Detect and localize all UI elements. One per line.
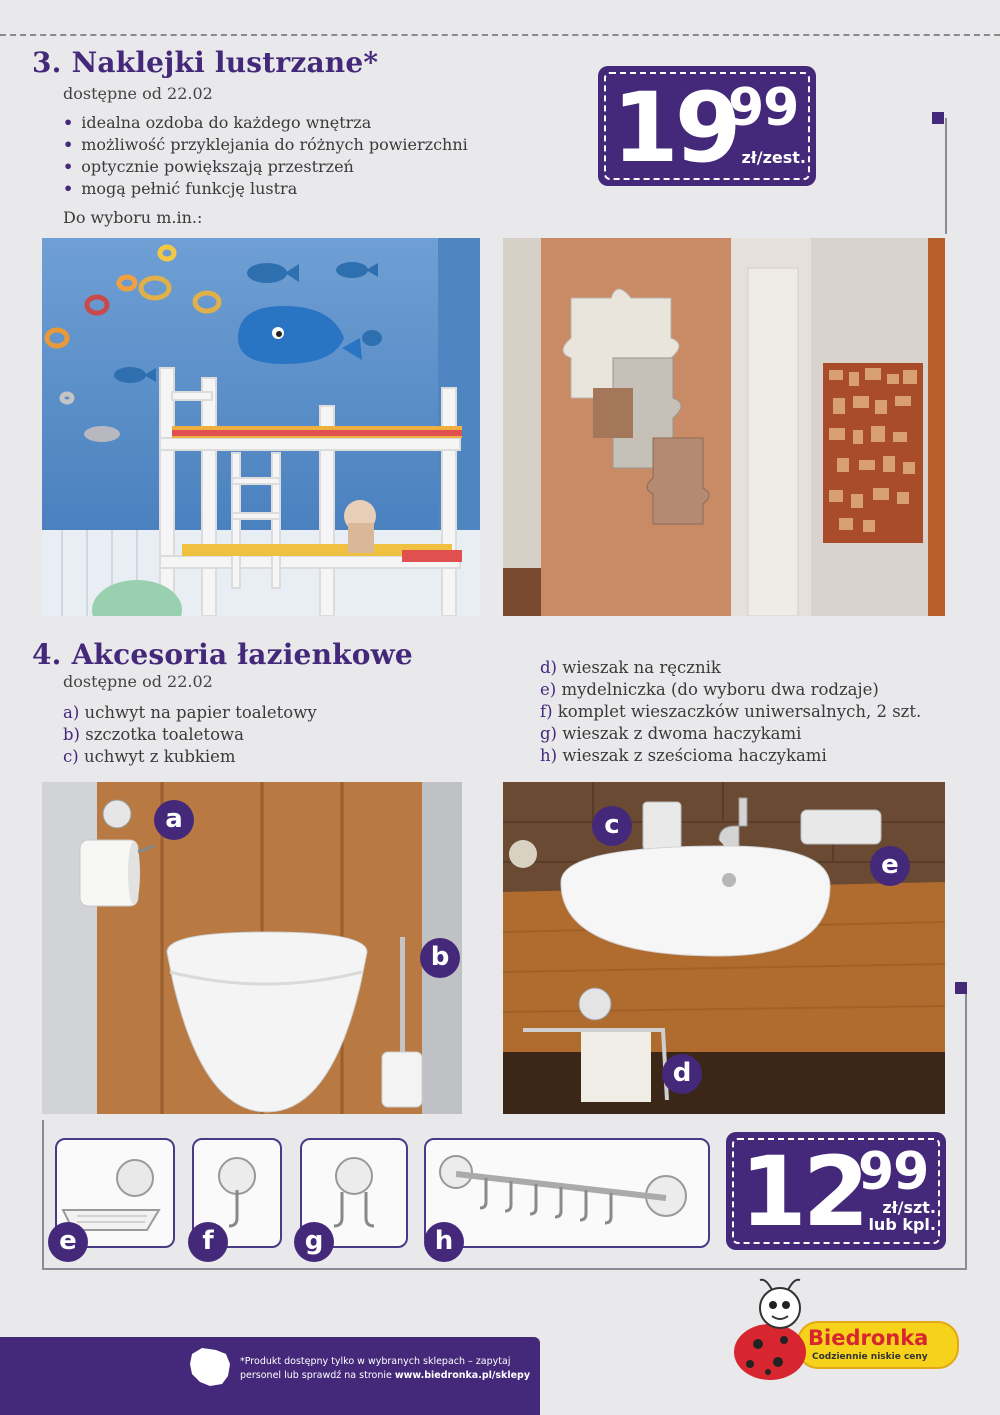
section4-number: 4.	[32, 638, 62, 671]
item-text: uchwyt na papier toaletowy	[84, 703, 317, 722]
price-whole: 12	[740, 1136, 866, 1248]
list-item	[540, 679, 921, 701]
thumb-rail-h	[424, 1138, 710, 1248]
logo-brand: Biedronka	[808, 1326, 929, 1350]
frame-line	[965, 985, 967, 1270]
item-letter: g)	[540, 724, 557, 743]
price-fraction: 99	[858, 1142, 929, 1202]
item-text: wieszak z sześcioma haczykami	[562, 746, 827, 765]
section3-heading: Naklejki lustrzane*	[71, 46, 379, 79]
thumb-badge-g: g	[294, 1222, 334, 1262]
list-item	[63, 724, 317, 746]
footer-note-line1: *Produkt dostępny tylko w wybranych sklepach – zapytaj	[240, 1356, 511, 1367]
list-item	[540, 745, 921, 767]
item-letter: h)	[540, 746, 558, 765]
list-item	[63, 746, 317, 768]
item-text: wieszak na ręcznik	[562, 658, 721, 677]
item-text: szczotka toaletowa	[85, 725, 244, 744]
item-text: mydelniczka (do wyboru dwa rodzaje)	[561, 680, 879, 699]
list-item	[540, 701, 921, 723]
badge-e: e	[870, 846, 910, 886]
bullet-item: • idealna ozdoba do każdego wnętrza	[63, 112, 468, 134]
section3-title	[32, 46, 378, 79]
section4-items-right	[540, 657, 921, 767]
item-letter: e)	[540, 680, 557, 699]
list-item	[63, 702, 317, 724]
badge-d: d	[662, 1054, 702, 1094]
price-unit-line1: zł/szt.	[882, 1198, 936, 1217]
list-item	[540, 657, 921, 679]
item-letter: c)	[63, 747, 79, 766]
item-letter: d)	[540, 658, 557, 677]
frame-marker	[932, 112, 944, 124]
section3-price-tag	[598, 66, 816, 186]
price-whole: 19	[612, 72, 738, 184]
footer-note	[240, 1355, 530, 1383]
frame-line	[42, 1268, 967, 1270]
price-unit-line2: lub kpl.	[868, 1214, 936, 1234]
section3-choice-label: Do wyboru m.in.:	[63, 208, 203, 227]
bullet-item: • optycznie powiększają przestrzeń	[63, 156, 468, 178]
section4-availability: dostępne od 22.02	[63, 672, 213, 691]
price-fraction: 99	[728, 78, 799, 138]
badge-a: a	[154, 800, 194, 840]
section4-items-left	[63, 702, 317, 768]
biedronka-logo	[728, 1272, 968, 1382]
sink-photo	[503, 782, 945, 1114]
logo-tagline: Codziennie niskie ceny	[812, 1352, 928, 1362]
badge-c: c	[592, 806, 632, 846]
item-letter: b)	[63, 725, 80, 744]
frame-line	[42, 1120, 44, 1270]
item-letter: f)	[540, 702, 553, 721]
item-text: wieszak z dwoma haczykami	[562, 724, 802, 743]
section3-bullet-list	[63, 112, 468, 200]
thumb-badge-f: f	[188, 1222, 228, 1262]
thumb-badge-e: e	[48, 1222, 88, 1262]
thumb-badge-h: h	[424, 1222, 464, 1262]
list-item	[540, 723, 921, 745]
kids-room-photo	[42, 238, 480, 616]
footer-note-prefix: personel lub sprawdź na stronie	[240, 1370, 395, 1381]
section3-number: 3.	[32, 46, 62, 79]
item-letter: a)	[63, 703, 80, 722]
section4-title	[32, 638, 413, 671]
section4-price-tag	[726, 1132, 946, 1250]
bullet-item: • mogą pełnić funkcję lustra	[63, 178, 468, 200]
bullet-item: • możliwość przyklejania do różnych powierzchni	[63, 134, 468, 156]
section3-availability: dostępne od 22.02	[63, 84, 213, 103]
toilet-photo	[42, 782, 462, 1114]
section4-heading: Akcesoria łazienkowe	[71, 638, 413, 671]
item-text: uchwyt z kubkiem	[83, 747, 236, 766]
badge-b: b	[420, 938, 460, 978]
puzzle-mirror-photo	[503, 238, 945, 616]
cut-line	[0, 34, 1000, 36]
price-unit	[868, 1200, 936, 1234]
price-unit: zł/zest.	[741, 148, 806, 167]
poland-map-icon	[186, 1344, 232, 1390]
frame-line	[945, 118, 947, 234]
item-text: komplet wieszaczków uniwersalnych, 2 szt.	[557, 702, 922, 721]
frame-marker	[955, 982, 967, 994]
footer-link[interactable]: www.biedronka.pl/sklepy	[394, 1370, 531, 1381]
footer-note-line2	[240, 1369, 530, 1383]
